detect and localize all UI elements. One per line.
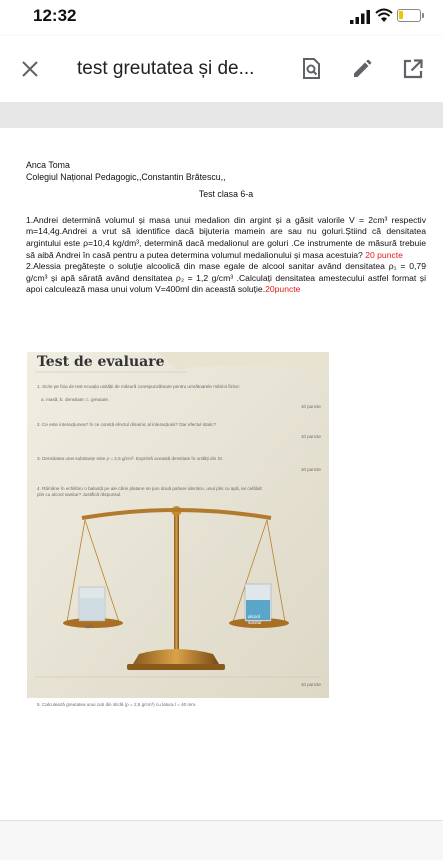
photo-item-1-options: a. masă; b. densitate; c. greutate. — [41, 397, 110, 402]
photo-item-2: 2. Ce este interacțiunea? În ce constă efectul dinamic al interacțiunii? Dar efectul static? — [37, 422, 216, 427]
textbook-photo — [27, 352, 329, 707]
question-1 — [26, 215, 426, 261]
author-name: Anca Toma — [26, 160, 70, 170]
document-page — [0, 128, 443, 820]
photo-test-title: Test de evaluare — [37, 354, 165, 370]
question-2-points: 20puncte — [265, 284, 301, 295]
question-2 — [26, 261, 426, 296]
document-title: test greutatea și de... — [77, 58, 255, 79]
document-text — [26, 160, 426, 296]
photo-points-4: 10 puncte — [300, 682, 321, 687]
status-bar — [0, 0, 443, 34]
battery-icon — [397, 9, 421, 22]
find-in-page-icon — [301, 58, 321, 80]
open-in-new-button[interactable] — [398, 54, 428, 84]
open-in-new-icon — [403, 59, 423, 79]
photo-item-1: 1. Scrie pe foia de test ecuația unității de măsură corespunzătoare pentru următoarele mărimi fizice: — [37, 384, 240, 389]
document-viewer[interactable] — [0, 102, 443, 820]
question-1-points: 20 puncte — [365, 249, 403, 260]
close-button[interactable] — [15, 54, 45, 84]
photo-points-1: 10 puncte — [300, 404, 321, 409]
school-name: Colegiul Național Pedagogic,,Constantin Brătescu,, — [26, 171, 226, 182]
photo-label-water: apă — [85, 624, 93, 629]
viewer-toolbar — [0, 36, 443, 102]
edit-button[interactable] — [347, 54, 377, 84]
cellular-signal-icon — [350, 10, 372, 24]
photo-item-4: 4. Rămâne în echilibru o balanță pe ale cărei platane se pun două pahare identice, unul plin cu apă, iar celălalt plin cu alcool sanitar? Justifică răspunsul. — [37, 486, 262, 497]
photo-item-5: 5. Calculează greutatea unui cub din sticlă (ρ = 2,5 g/cm³) cu latura l = 40 mm. — [37, 702, 197, 707]
status-time: 12:32 — [33, 6, 77, 25]
edit-pencil-icon — [352, 59, 372, 79]
photo-label-alcohol: alcool sanitar — [248, 614, 262, 625]
find-in-page-button[interactable] — [296, 54, 326, 84]
question-2-text: 2.Alessia pregătește o soluție alcoolică din mase egale de alcool sanitar având densitatea ρ₁ = 0,79 g/cm³ și apă sărată având densitatea ρ₂ = 1,2 g/cm³ .Calculați densitatea amestecului astfel format și apoi calculează masa unui volum V=400ml din această soluție. — [26, 261, 426, 295]
test-title: Test clasa 6-a — [198, 189, 254, 200]
photo-points-3: 10 puncte — [300, 467, 321, 472]
bottom-bar — [0, 820, 443, 860]
photo-background — [27, 352, 329, 698]
question-1-text: 1.Andrei determină volumul și masa unui medalion din argint și a găsit valorile V = 2cm³ respectiv m=14,4g.Andrei a vrut să identifice dacă bijuteria mamein are sau nu goluri.Știind că densitatea argintului este ρ=10,4 kg/dm³, determină dacă medalionul are goluri .Ce instrumente de măsură trebuie să aibă Andrei în casă pentru a putea determina volumul medalionului și masa acestuia? — [26, 214, 426, 260]
close-icon — [21, 60, 39, 78]
wifi-icon — [375, 8, 393, 23]
photo-points-2: 10 puncte — [300, 434, 321, 439]
photo-item-3: 3. Densitatea unei substanțe este ρ = 2,5 g/cm³. Exprimă această densitate în unități din SI. — [37, 456, 224, 461]
